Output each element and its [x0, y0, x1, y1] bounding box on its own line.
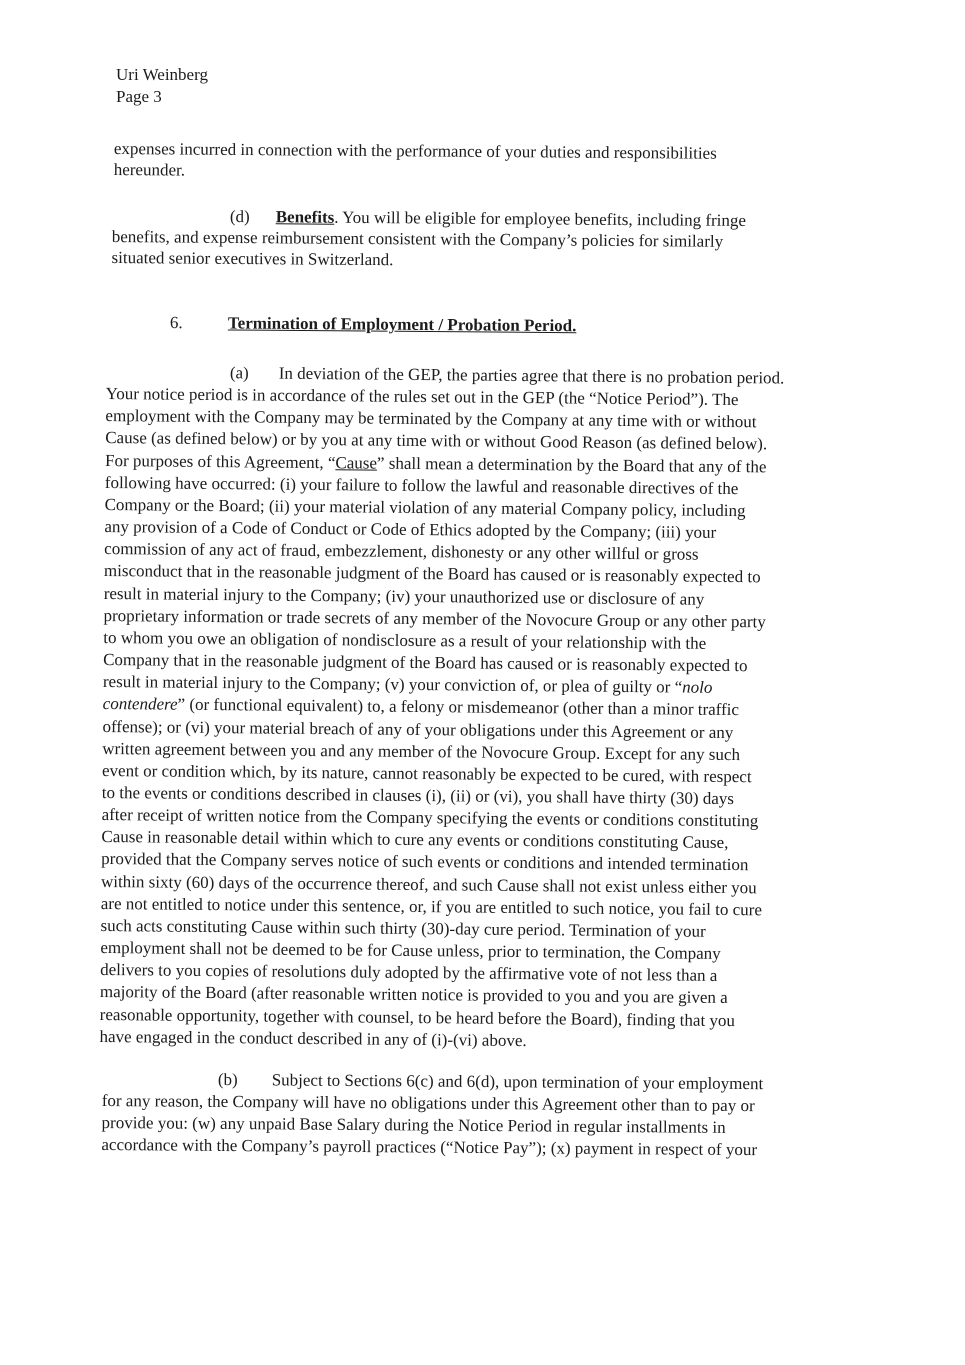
text-line: any provision of a Code of Conduct or Code of Ethics adopted by the Company; (iii) your [104, 517, 717, 542]
text-line: result in material injury to the Company; (v) your conviction of, or plea of guilty or “nolo [102, 672, 713, 698]
clause-label: (b) [217, 1069, 238, 1090]
text-line: misconduct that in the reasonable judgment of the Board has caused or is reasonably expected to [103, 561, 761, 587]
paragraph-termination-b [101, 1068, 763, 1161]
clause-label: (a) [229, 363, 249, 383]
text-line: to the events or conditions described in clauses (i), (ii) or (vi), you shall have thirty (30) days [101, 782, 735, 809]
paragraph-expenses [114, 138, 717, 185]
text-line: employment with the Company may be terminated by the Company at any time with or without [105, 406, 757, 432]
text-line: have engaged in the conduct described in any of (i)-(vi) above. [99, 1026, 527, 1050]
text-line: For purposes of this Agreement, “Cause” shall mean a determination by the Board that any of the [104, 450, 767, 476]
text-line: (d) Benefits. You will be eligible for employee benefits, including fringe [229, 206, 747, 230]
text-line: situated senior executives in Switzerland. [111, 247, 394, 270]
cause-defined-term: Cause [335, 452, 378, 473]
text-line: provide you: (w) any unpaid Base Salary during the Notice Period in regular installments in [101, 1112, 726, 1137]
text-line: reasonable opportunity, together with counsel, to be heard before the Board), finding that you [99, 1004, 736, 1030]
text-line: benefits, and expense reimbursement consistent with the Company’s policies for similarly [111, 226, 724, 251]
text-line: Cause in reasonable detail within which to cure any events or conditions constituting Cause, [101, 827, 729, 853]
clause-label: (d) [229, 206, 250, 227]
text-line: provided that the Company serves notice of such events or conditions and intended termination [101, 849, 749, 875]
text-line: employment shall not be deemed to be for Cause unless, prior to termination, the Company [100, 938, 721, 963]
text-line: such acts constituting Cause within such thirty (30)-day cure period. Termination of your [100, 915, 706, 941]
text-line: Cause (as defined below) or by you at any time with or without Good Reason (as defined below). [105, 428, 768, 454]
text-line: (b) Subject to Sections 6(c) and 6(d), upon termination of your employment [217, 1069, 764, 1094]
text-line: following have occurred: (i) your failure to follow the lawful and reasonable directives of the [104, 472, 739, 498]
text-line: within sixty (60) days of the occurrence thereof, and such Cause shall not exist unless either you [100, 871, 757, 897]
paragraph-benefits [112, 205, 747, 273]
text-line: are not entitled to notice under this sentence, or, if you are entitled to such notice, you fail to cure [100, 893, 763, 920]
text-line: for any reason, the Company will have no obligations under this Agreement other than to pay or [101, 1090, 755, 1116]
text-line: contendere” (or functional equivalent) to, a felony or misdemeanor (other than a minor traffic [102, 694, 740, 720]
text-line: offense); or (vi) your material breach of any of your obligations under this Agreement or any [102, 716, 734, 742]
section-title: Termination of Employment / Probation Period. [227, 313, 577, 336]
text-line: result in material injury to the Company; (iv) your unauthorized use or disclosure of any [103, 583, 705, 609]
text-line: written agreement between you and any member of the Novocure Group. Except for any such [102, 738, 741, 764]
section-number: 6. [169, 313, 183, 333]
text-line: Your notice period is in accordance of the rules set out in the GEP (the “Notice Period”). The [105, 384, 739, 410]
header-page-number: Page 3 [116, 87, 162, 106]
text-line: commission of any act of fraud, embezzlement, dishonesty or any other willful or gross [104, 539, 699, 564]
benefits-heading: Benefits [275, 207, 335, 227]
text-line: to whom you owe an obligation of nondisclosure as a result of your relationship with the [103, 627, 707, 653]
text-line: Company or the Board; (ii) your material violation of any material Company policy, including [104, 494, 746, 521]
paragraph-termination-a [99, 361, 784, 1054]
text-line: proprietary information or trade secrets of any member of the Novocure Group or any other party [103, 605, 766, 632]
text-line: expenses incurred in connection with the performance of your duties and responsibilities [113, 138, 717, 163]
text-line: after receipt of written notice from the Company specifying the events or conditions constituting [101, 805, 759, 831]
text-line: hereunder. [113, 159, 186, 180]
text-line: accordance with the Company’s payroll practices (“Notice Pay”); (x) payment in respect of your [101, 1134, 758, 1160]
text-line: event or condition which, by its nature, cannot reasonably be expected to be cured, with respect [101, 760, 752, 787]
text-line: (a) In deviation of the GEP, the parties agree that there is no probation period. [229, 363, 785, 388]
section-heading [170, 313, 577, 336]
text-line: Company that in the reasonable judgment of the Board has caused or is reasonably expected to [103, 650, 748, 676]
page-header [116, 64, 208, 108]
text-line: delivers to you copies of resolutions duly adopted by the affirmative vote of not less than a [100, 960, 718, 986]
header-name: Uri Weinberg [116, 65, 208, 84]
text-line: majority of the Board (after reasonable written notice is provided to you and you are given a [99, 982, 728, 1008]
